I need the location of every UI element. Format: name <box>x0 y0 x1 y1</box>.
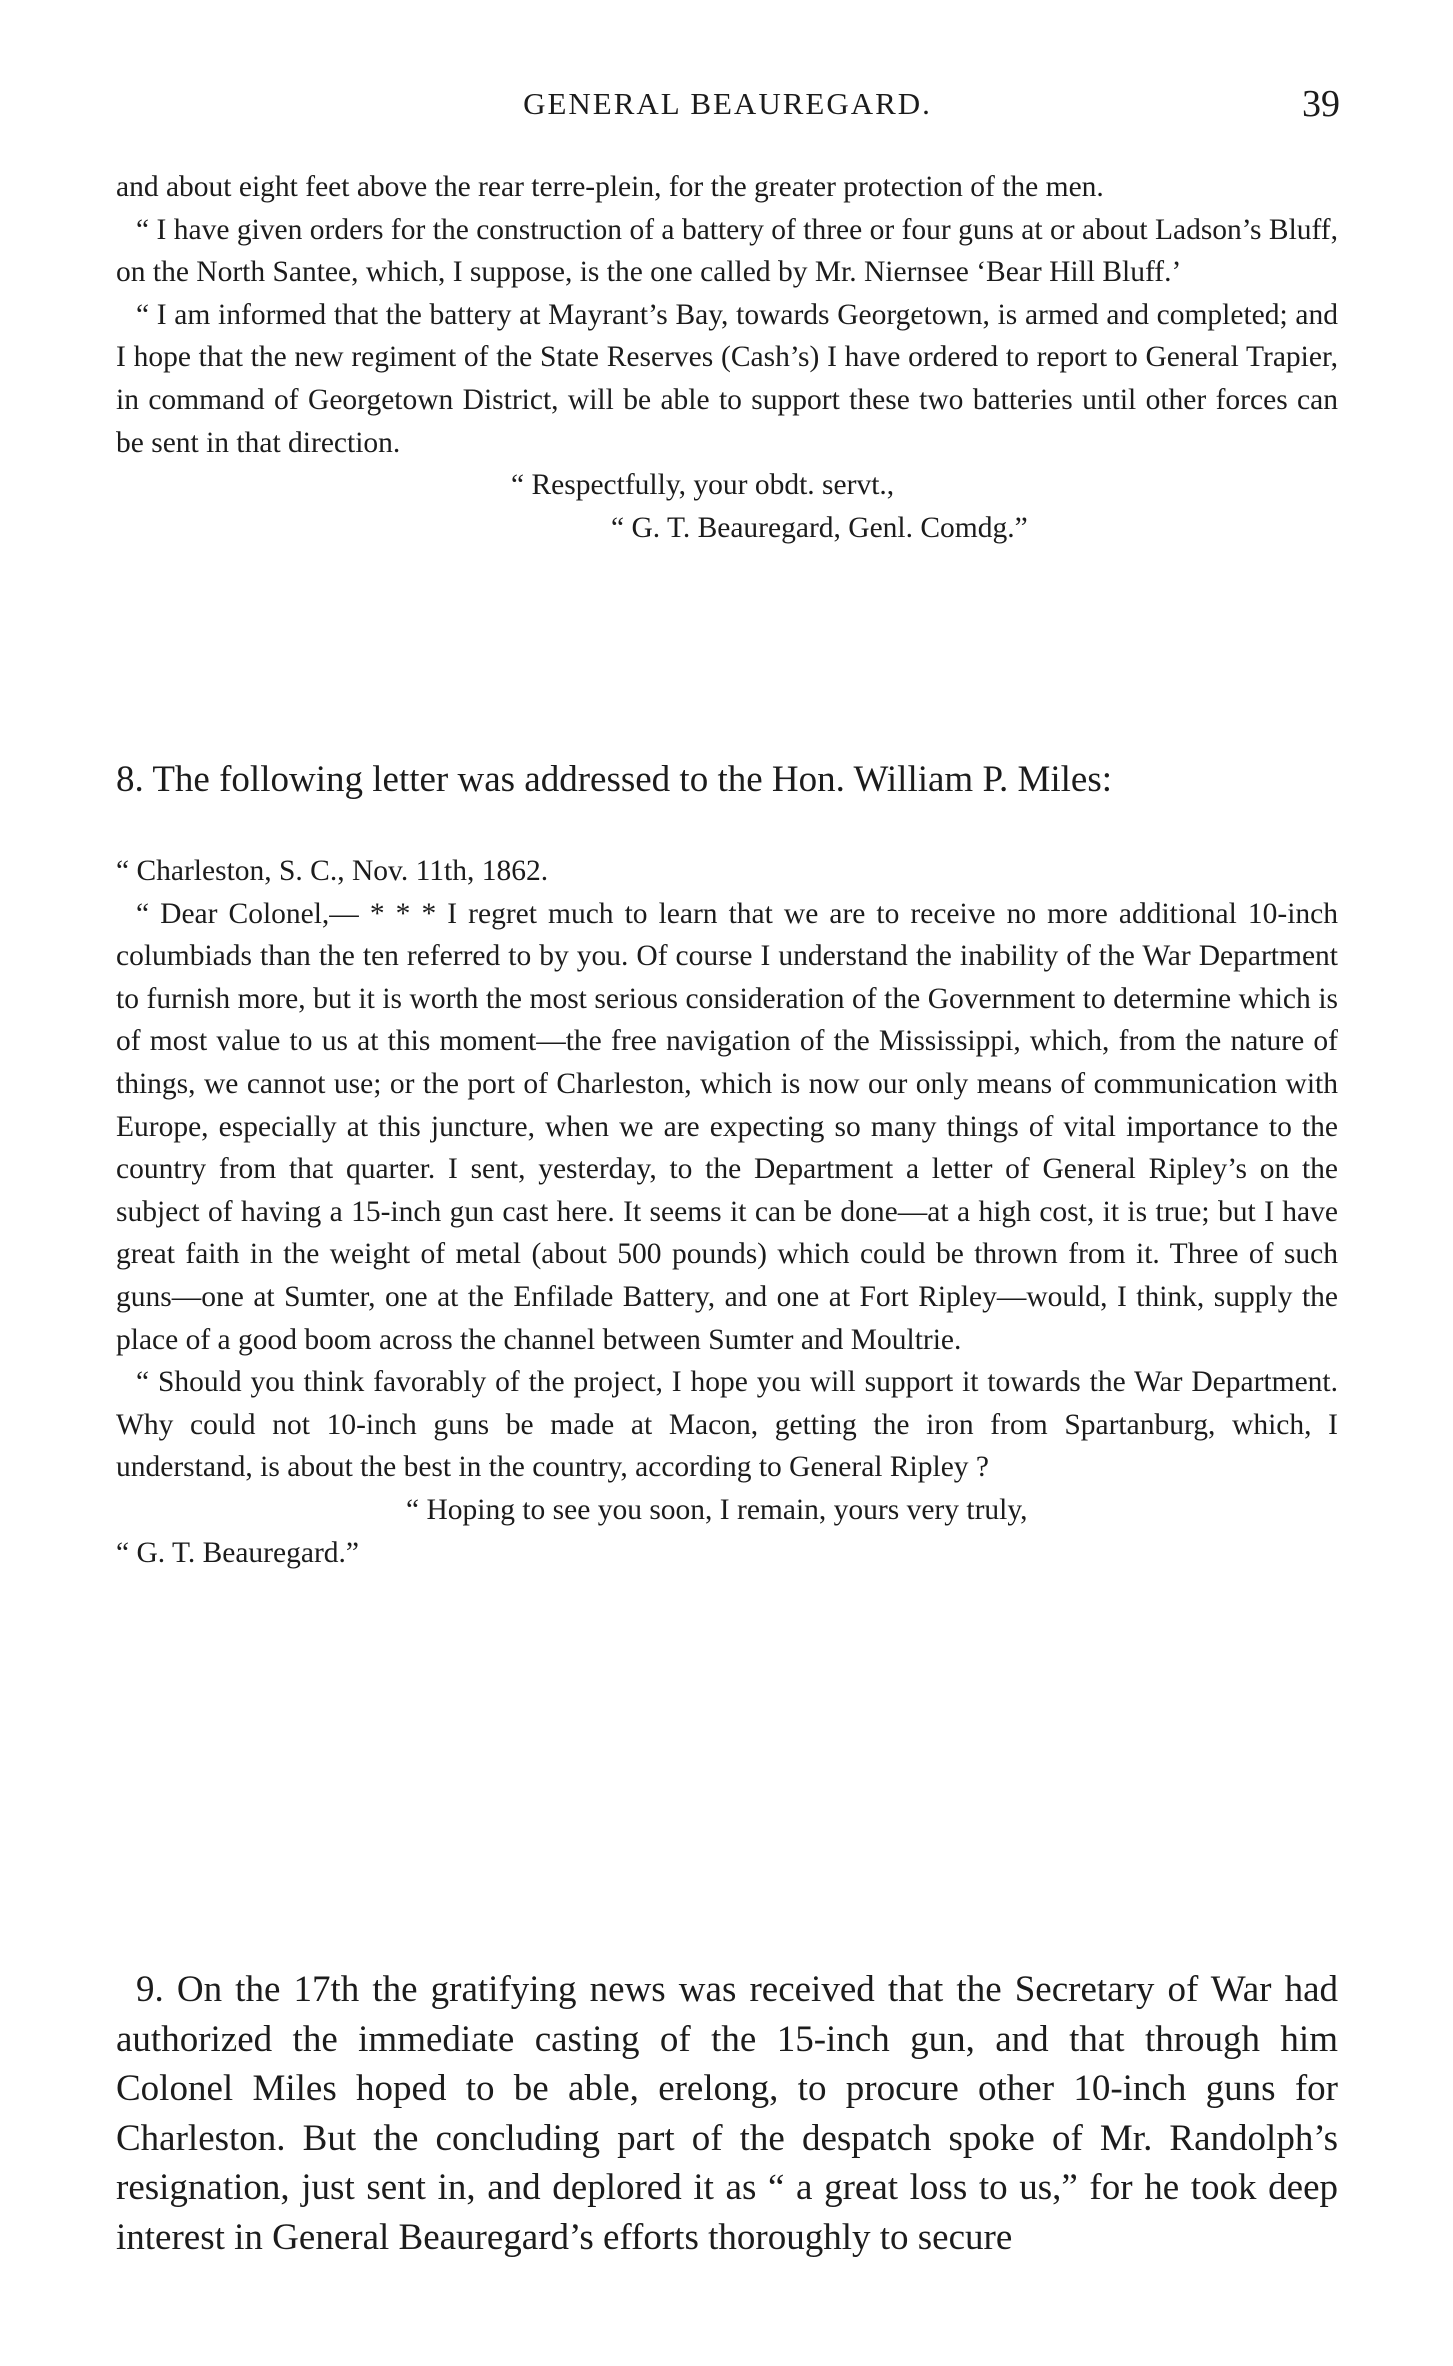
paragraph: “ I am informed that the battery at Mayrant’s Bay, towards Georgetown, is armed and completed; and I hope that the new regiment of the State Reserves (Cash’s) I have ordered to report to General Trapier, in command of Georgetown District, will be able to support these two batteries until other forces can be sent in that direction. <box>116 298 1338 459</box>
paragraph: and about eight feet above the rear terre-plein, for the greater protection of the men. <box>116 171 1104 203</box>
page-number: 39 <box>1302 83 1340 125</box>
section-heading-paragraph: 8. The following letter was addressed to the Hon. William P. Miles: <box>116 759 1113 800</box>
running-head <box>115 78 1340 128</box>
letter-closing: “ Respectfully, your obdt. servt., <box>511 469 895 502</box>
running-title: GENERAL BEAUREGARD. <box>523 86 932 121</box>
section-9 <box>116 1965 1338 2262</box>
paragraph: “ Dear Colonel,— * * * I regret much to learn that we are to receive no more additional 10-inch columbiads than the ten referred to by you. Of course I understand the inability of the War Department to furnish more, but it is worth the most serious consideration of the Government to determine which is of most value to us at this moment—the free navigation of the Mississippi, which, from the nature of things, we cannot use; or the port of Charleston, which is now our only means of communication with Europe, especially at this juncture, when we are expecting so many things of vital importance to the country from that quarter. I sent, yesterday, to the Department a letter of General Ripley’s on the subject of having a 15-inch gun cast here. It seems it can be done—at a high cost, it is true; but I have great faith in the weight of metal (about 500 pounds) which could be thrown from it. Three of such guns—one at Sumter, one at the Enfilade Battery, and one at Fort Ripley—would, I think, supply the place of a good boom across the channel between Sumter and Moultrie. <box>116 897 1338 1356</box>
letter-closing: “ Hoping to see you soon, I remain, yours very truly, <box>406 1493 1028 1526</box>
section-8-letter <box>116 850 1338 1574</box>
letter-signature: “ G. T. Beauregard.” <box>116 1536 359 1569</box>
paragraph: “ Should you think favorably of the project, I hope you will support it towards the War Department. Why could not 10-inch guns be made at Macon, getting the iron from Spartanburg, which, I understand, is about the best in the country, according to General Ripley ? <box>116 1366 1338 1484</box>
paragraph: “ I have given orders for the construction of a battery of three or four guns at or about Ladson’s Bluff, on the North Santee, which, I suppose, is the one called by Mr. Niernsee ‘Bear Hill Bluff.’ <box>116 213 1338 289</box>
paragraph: 9. On the 17th the gratifying news was received that the Secretary of War had authorized the immediate casting of the 15-inch gun, and that through him Colonel Miles hoped to be able, erelong, to procure other 10-inch guns for Charleston. But the concluding part of the despatch spoke of Mr. Randolph’s resignation, just sent in, and deplored it as “ a great loss to us,” for he took deep interest in General Beauregard’s efforts thoroughly to secure <box>116 1969 1338 2258</box>
dateline: “ Charleston, S. C., Nov. 11th, 1862. <box>116 855 549 887</box>
letter-continuation <box>116 166 1338 549</box>
section-8-intro <box>116 755 1338 805</box>
letter-signature: “ G. T. Beauregard, Genl. Comdg.” <box>611 511 1028 544</box>
